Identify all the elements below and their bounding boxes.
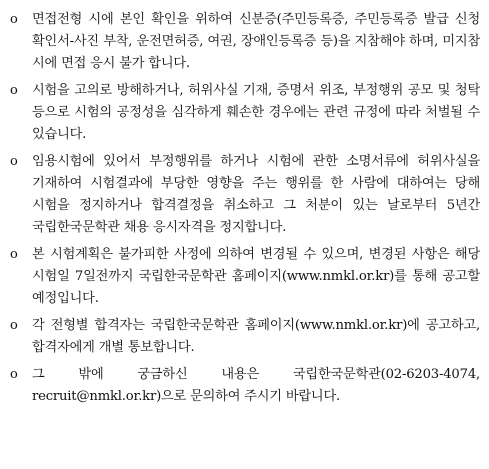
notice-list <box>8 9 480 413</box>
bullet-icon: o <box>10 83 18 98</box>
notice-item-fraud-disqualification <box>8 151 480 239</box>
notice-item-results-announcement <box>8 315 480 359</box>
notice-text: 시험을 고의로 방해하거나, 허위사실 기재, 증명서 위조, 부정행위 공모 및 청탁 등으로 시험의 공정성을 심각하게 훼손한 경우에는 관련 규정에 따라 처벌될 수 있습니다. <box>32 83 480 142</box>
bullet-icon: o <box>10 247 18 262</box>
notice-item-contact-info <box>8 364 480 408</box>
bullet-icon: o <box>10 318 18 333</box>
notice-text: 본 시험계획은 불가피한 사정에 의하여 변경될 수 있으며, 변경된 사항은 해당 시험일 7일전까지 국립한국문학관 홈페이지(www.nmkl.or.kr)를 통해 공고할 예정입니다. <box>32 247 480 306</box>
notice-item-misconduct-penalty <box>8 80 480 146</box>
notice-text: 임용시험에 있어서 부정행위를 하거나 시험에 관한 소명서류에 허위사실을 기재하여 시험결과에 부당한 영향을 주는 행위를 한 사람에 대하여는 당해 시험을 정지하거나 합격결정을 취소하고 그 처분이 있는 날로부터 5년간 국립한국문학관 채용 응시자격을 정지합니다. <box>32 154 480 235</box>
notice-text: 면접전형 시에 본인 확인을 위하여 신분증(주민등록증, 주민등록증 발급 신청 확인서-사진 부착, 운전면허증, 여권, 장애인등록증 등)을 지참해야 하며, 미지참 시에 면접 응시 불가 합니다. <box>32 12 480 71</box>
bullet-icon: o <box>10 12 18 27</box>
notice-item-id-verification <box>8 9 480 75</box>
bullet-icon: o <box>10 367 18 382</box>
bullet-icon: o <box>10 154 18 169</box>
notice-item-schedule-change <box>8 244 480 310</box>
notice-text: 각 전형별 합격자는 국립한국문학관 홈페이지(www.nmkl.or.kr)에 공고하고, 합격자에게 개별 통보합니다. <box>32 318 480 355</box>
notice-text: 그 밖에 궁금하신 내용은 국립한국문학관(02-6203-4074, recruit@nmkl.or.kr)으로 문의하여 주시기 바랍니다. <box>32 367 480 404</box>
